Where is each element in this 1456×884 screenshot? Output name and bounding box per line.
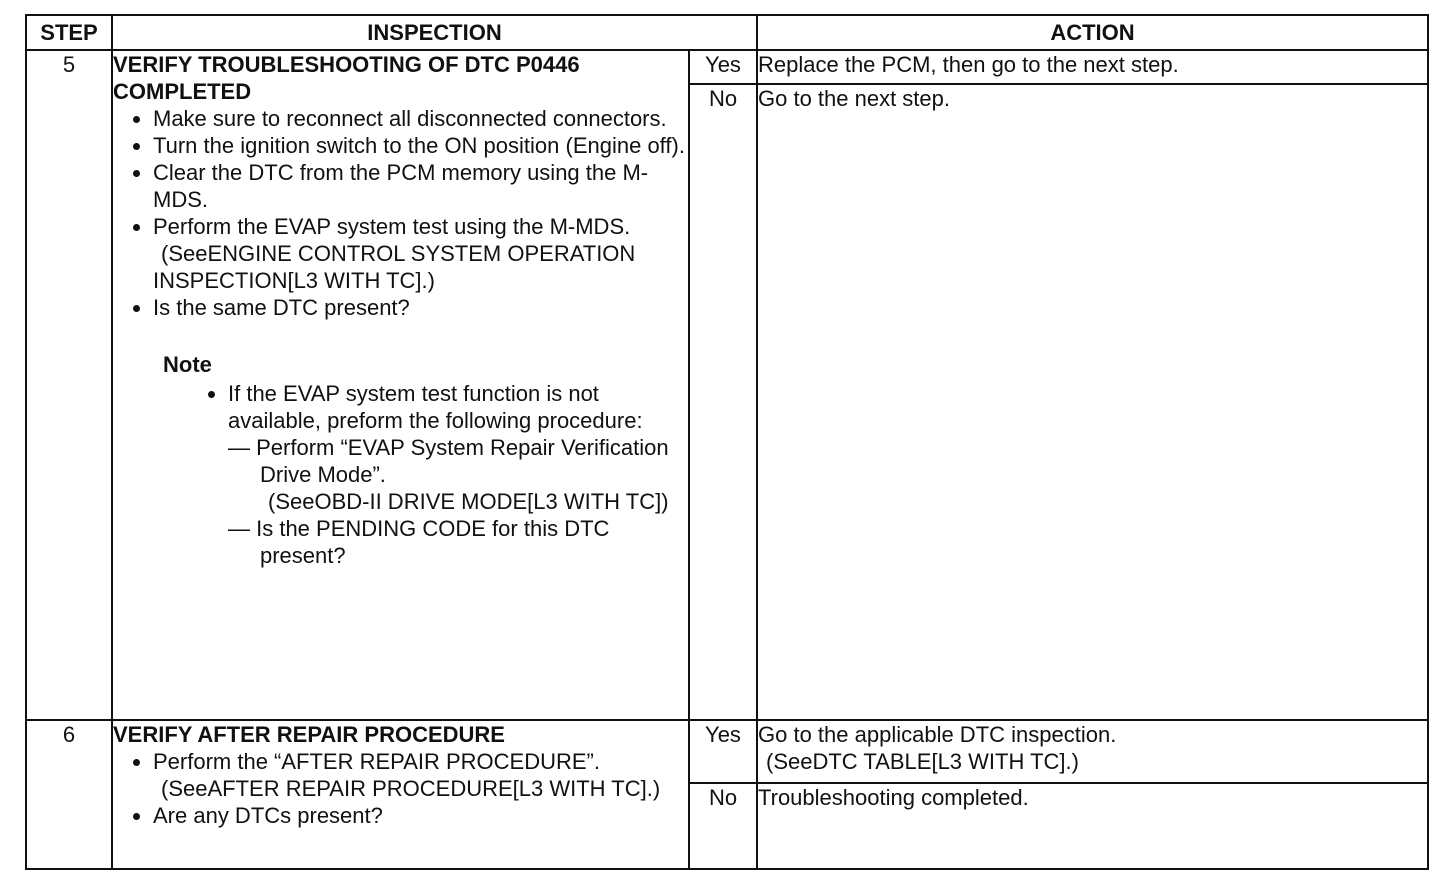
step5-inspection xyxy=(112,50,689,720)
step6-title: VERIFY AFTER REPAIR PROCEDURE xyxy=(113,722,505,747)
inspection-header: INSPECTION xyxy=(112,15,757,50)
step6-after-repair-text: Perform the “AFTER REPAIR PROCEDURE”. xyxy=(153,749,600,774)
step6-yes-label: Yes xyxy=(689,720,757,783)
step5-number: 5 xyxy=(26,50,112,720)
diagnostic-table xyxy=(25,14,1429,870)
step5-note-label: Note xyxy=(163,352,212,377)
step-header: STEP xyxy=(26,15,112,50)
step5-title-line2: COMPLETED xyxy=(113,79,252,104)
step6-yes-action xyxy=(757,720,1428,783)
step5-yes-action: Replace the PCM, then go to the next step. xyxy=(757,50,1428,84)
step6-yes-row xyxy=(26,720,1428,783)
list-item: • Are any DTCs present? xyxy=(153,802,688,829)
note-subitem-1: — Perform “EVAP System Repair Verification Drive Mode”. xyxy=(228,435,669,487)
step6-see-reference[interactable]: (SeeAFTER REPAIR PROCEDURE[L3 WITH TC].) xyxy=(161,776,661,801)
step6-number: 6 xyxy=(26,720,112,869)
header-row xyxy=(26,15,1428,50)
step6-no-action: Troubleshooting completed. xyxy=(757,783,1428,869)
note-subitem-1-see[interactable]: (SeeOBD-II DRIVE MODE[L3 WITH TC]) xyxy=(268,489,669,514)
step5-yes-label: Yes xyxy=(689,50,757,84)
step5-no-label: No xyxy=(689,84,757,720)
note-subitem-2: — Is the PENDING CODE for this DTC present? xyxy=(228,516,610,568)
step6-bullet-list xyxy=(113,748,688,829)
list-item xyxy=(153,748,688,802)
step5-evap-test-text: Perform the EVAP system test using the M-MDS. xyxy=(153,214,631,239)
note-item xyxy=(228,380,688,569)
step5-bullet-list xyxy=(113,105,688,321)
step6-yes-action-text: Go to the applicable DTC inspection. xyxy=(758,722,1117,747)
step5-note-list xyxy=(113,380,688,569)
step6-yes-see-reference[interactable]: (SeeDTC TABLE[L3 WITH TC].) xyxy=(766,749,1079,774)
step6-inspection xyxy=(112,720,689,869)
step5-see-reference[interactable]: (SeeENGINE CONTROL SYSTEM OPERATION INSPECTION[L3 WITH TC].) xyxy=(153,241,636,293)
list-item: • Make sure to reconnect all disconnected connectors. xyxy=(153,105,688,132)
step5-yes-row xyxy=(26,50,1428,84)
step5-title-line1: VERIFY TROUBLESHOOTING OF DTC P0446 xyxy=(113,52,580,77)
note-text: • If the EVAP system test function is not available, preform the following procedure: xyxy=(228,381,643,433)
list-item: • Clear the DTC from the PCM memory using the M-MDS. xyxy=(153,159,688,213)
list-item: • Is the same DTC present? xyxy=(153,294,688,321)
action-header: ACTION xyxy=(757,15,1428,50)
list-item xyxy=(153,213,688,294)
list-item: • Turn the ignition switch to the ON position (Engine off). xyxy=(153,132,688,159)
step6-no-label: No xyxy=(689,783,757,869)
step5-no-action: Go to the next step. xyxy=(757,84,1428,720)
